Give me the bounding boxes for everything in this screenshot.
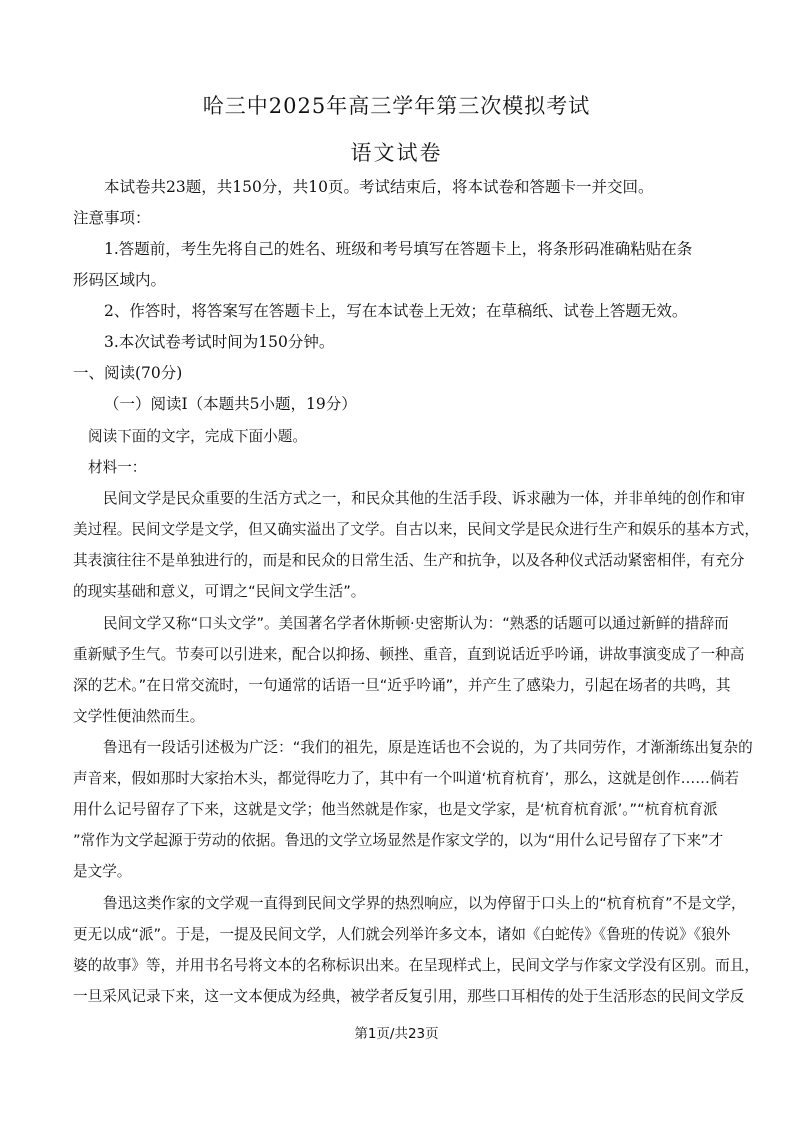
notice-item-3: 3.本次试卷考试时间为150分钟。: [104, 333, 335, 351]
passage-line: 的现实基础和意义，可谓之“民间文学生活”。: [73, 583, 366, 600]
section-instruction: 阅读下面的文字，完成下面小题。: [88, 428, 307, 445]
passage-line: 重新赋予生气。节奏可以引进来，配合以抑扬、顿挫、重音，直到说话近乎吟诵，讲故事演变成了一种高: [73, 646, 745, 663]
page-number: 第1页/共23页: [354, 1026, 439, 1042]
section-heading: 一、阅读(70分): [73, 364, 183, 382]
passage-line: 民间文学又称“口头文学”。美国著名学者休斯顿·史密斯认为：“熟悉的话题可以通过新鲜的措辞而: [103, 615, 729, 632]
section-sub-heading: （一）阅读Ⅰ（本题共5小题，19分）: [104, 395, 357, 413]
passage-line: 文学性便油然而生。: [73, 708, 205, 725]
notice-item-1-line-2: 形码区域内。: [73, 271, 167, 289]
passage-line: 用什么记号留存了下来，这就是文学；他当然就是作家，也是文学家，是‘杭育杭育派’。”“杭育杭育派: [73, 801, 718, 818]
notice-heading: 注意事项：: [73, 209, 151, 227]
passage-line: 民间文学是民众重要的生活方式之一，和民众其他的生活手段、诉求融为一体，并非单纯的创作和审: [103, 490, 746, 507]
notice-item-1-line-1: 1.答题前，考生先将自己的姓名、班级和考号填写在答题卡上，将条形码准确粘贴在条: [104, 240, 693, 258]
passage-line: 鲁迅有一段话引述极为广泛：“我们的祖先，原是连话也不会说的，为了共同劳作，才渐渐练出复杂的: [103, 739, 753, 756]
notice-item-2: 2、作答时，将答案写在答题卡上，写在本试卷上无效；在草稿纸、试卷上答题无效。: [104, 302, 688, 320]
material-label: 材料一：: [88, 459, 147, 476]
passage-line: 一旦采风记录下来，这一文本便成为经典，被学者反复引用，那些口耳相传的处于生活形态的民间文学反: [73, 988, 745, 1005]
passage-line: ”常作为文学起源于劳动的依据。鲁迅的文学立场显然是作家文学的，以为“用什么记号留存了下来”才: [73, 832, 724, 849]
passage-line: 其表演往往不是单独进行的，而是和民众的日常生活、生产和抗争，以及各种仪式活动紧密相伴，有充分: [73, 552, 745, 569]
passage-line: 鲁迅这类作家的文学观一直得到民间文学界的热烈响应，以为停留于口头上的“杭育杭育”不是文学，: [103, 895, 746, 912]
passage-line: 声音来，假如那时大家抬木头，都觉得吃力了，其中有一个叫道‘杭育杭育’，那么，这就是创作……倘若: [73, 770, 740, 787]
exam-overview: 本试卷共23题，共150分，共10页。考试结束后，将本试卷和答题卡一并交回。: [104, 178, 654, 196]
passage-line: 深的艺术。”在日常交流时，一句通常的话语一旦“近乎吟诵”，并产生了感染力，引起在场者的共鸣，其: [73, 677, 731, 694]
passage-line: 美过程。民间文学是文学，但又确实溢出了文学。自古以来，民间文学是民众进行生产和娱乐的基本方式，: [73, 521, 759, 538]
passage-line: 更无以成“派”。于是，一提及民间文学，人们就会列举许多文本，诸如《白蛇传》《鲁班的传说》《狼外: [73, 926, 731, 943]
exam-title: 哈三中2025年高三学年第三次模拟考试: [202, 94, 591, 118]
exam-subtitle: 语文试卷: [350, 141, 443, 165]
passage-line: 婆的故事》等，并用书名号将文本的名称标识出来。在呈现样式上，民间文学与作家文学没有区别。而且，: [73, 957, 759, 974]
passage-line: 是文学。: [73, 863, 132, 880]
